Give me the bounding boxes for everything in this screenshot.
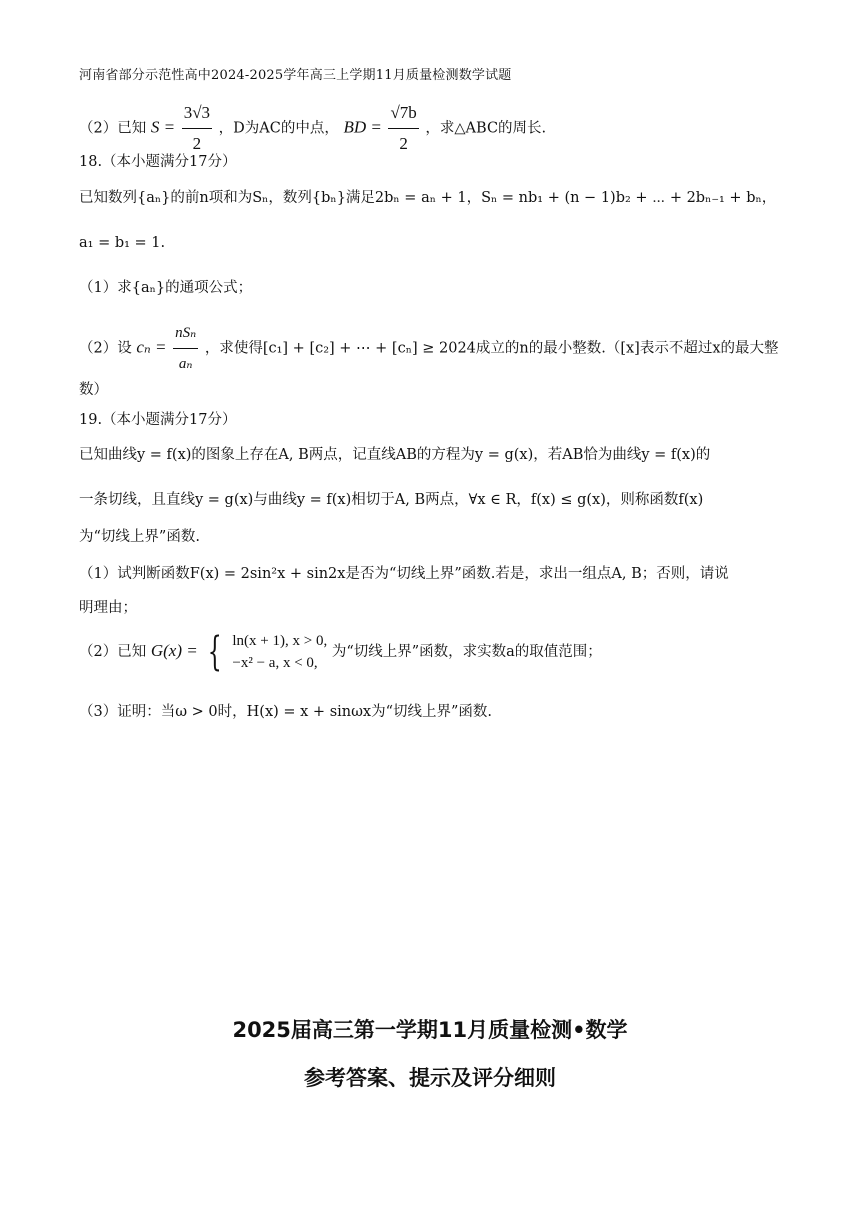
- q17-bd-denominator: 2: [399, 134, 408, 153]
- q17-part2-pre: （2）已知: [79, 120, 147, 137]
- q19-line3: 为“切线上界”函数.: [79, 529, 200, 545]
- q19-piecewise: [232, 630, 327, 674]
- q18-title: 18.（本小题满分17分）: [79, 154, 237, 170]
- q17-bd-eq: BD =: [343, 117, 382, 137]
- q17-bd-numerator: √7b: [388, 98, 418, 129]
- answer-section-title: 2025届高三第一学期11月质量检测•数学: [232, 1018, 628, 1042]
- q17-part2: [79, 98, 546, 159]
- q18-c-fraction: [173, 318, 198, 379]
- q18-part2-cont: 数）: [79, 382, 108, 398]
- q17-s-denominator: 2: [192, 134, 202, 153]
- q19-g-eq: G(x) =: [150, 641, 198, 660]
- q19-part2-post: 为“切线上界”函数，求实数a的取值范围；: [331, 644, 602, 660]
- q17-s-eq: S =: [150, 117, 176, 137]
- q18-c-numerator: nSₙ: [173, 318, 198, 349]
- q18-part2-pre: （2）设: [79, 340, 132, 357]
- q18-line2: a₁ = b₁ = 1.: [79, 235, 166, 251]
- q19-part2-pre: （2）已知: [79, 644, 147, 660]
- q17-part2-post: ，求△ABC的周长.: [425, 120, 547, 137]
- answer-section-subtitle: 参考答案、提示及评分细则: [304, 1066, 556, 1090]
- q17-part2-mid: ，D为AC的中点，: [218, 120, 339, 137]
- q19-line1: 已知曲线y = f(x)的图象上存在A, B两点，记直线AB的方程为y = g(x)，若AB恰为曲线y = f(x)的: [79, 447, 711, 463]
- q18-c-denominator: aₙ: [178, 356, 193, 372]
- left-brace-icon: {: [208, 629, 223, 675]
- q17-bd-fraction: [388, 98, 418, 159]
- q18-part1: （1）求{aₙ}的通项公式；: [79, 280, 253, 296]
- q18-line1: 已知数列{aₙ}的前n项和为Sₙ，数列{bₙ}满足2bₙ = aₙ + 1，Sₙ = nb₁ + (n − 1)b₂ + ⋯ + 2bₙ₋₁ + bₙ，: [79, 190, 777, 206]
- q19-title: 19.（本小题满分17分）: [79, 412, 237, 428]
- q18-part2: [79, 318, 779, 379]
- q19-case-1: ln(x + 1), x > 0,: [232, 633, 328, 649]
- page-header: 河南省部分示范性高中2024-2025学年高三上学期11月质量检测数学试题: [79, 68, 512, 83]
- q19-case-2: −x² − a, x < 0,: [232, 655, 318, 671]
- q19-part1a: （1）试判断函数F(x) = 2sin²x + sin2x是否为“切线上界”函数.若是，求出一组点A, B；否则，请说: [79, 566, 729, 582]
- q18-c-eq: cₙ =: [136, 337, 167, 357]
- q19-part2: [79, 630, 602, 674]
- q17-s-fraction: [182, 98, 212, 159]
- q19-part3: （3）证明：当ω > 0时，H(x) = x + sinωx为“切线上界”函数.: [79, 704, 493, 720]
- q18-part2-post: ，求使得[c₁] + [c₂] + ⋯ + [cₙ] ≥ 2024成立的n的最小整数.（[x]表示不超过x的最大整: [204, 340, 779, 357]
- q19-line2: 一条切线，且直线y = g(x)与曲线y = f(x)相切于A, B两点，∀x ∈ R，f(x) ≤ g(x)，则称函数f(x): [79, 492, 704, 508]
- q19-part1b: 明理由；: [79, 600, 137, 616]
- q17-s-numerator: 3√3: [182, 98, 212, 129]
